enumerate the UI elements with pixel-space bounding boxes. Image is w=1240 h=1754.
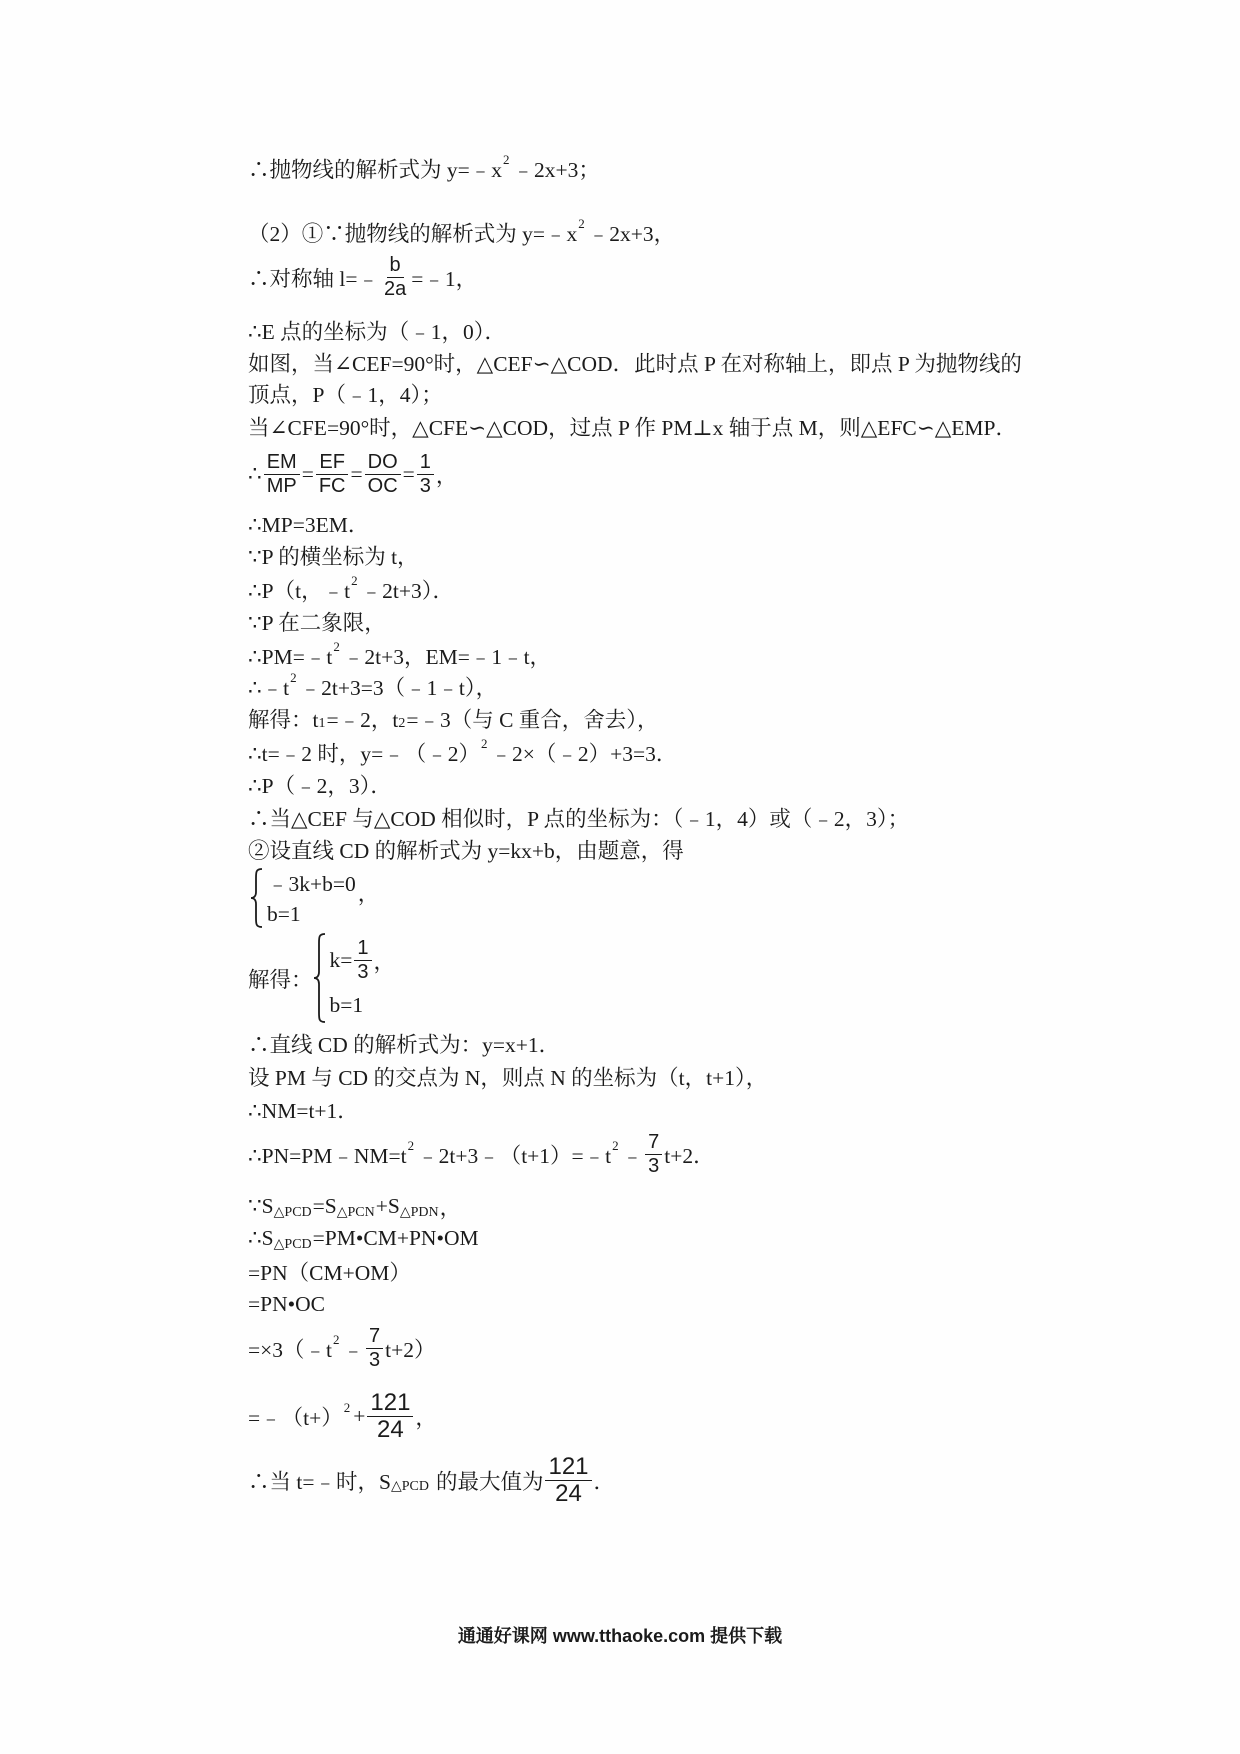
solution-line-12 <box>248 605 386 637</box>
equation-system <box>267 866 356 930</box>
line-text: 设 PM 与 CD 的交点为 N，则点 N 的坐标为（t，t+1）， <box>248 1065 768 1090</box>
line-text: ∵P 的横坐标为 t， <box>248 544 419 569</box>
solution-line-5 <box>248 346 1022 378</box>
line-text: =﹣（t+） <box>248 1405 343 1430</box>
solution-line-28 <box>248 1255 411 1287</box>
equation-row: b=1 <box>329 992 364 1017</box>
fraction-denominator: 3 <box>369 1348 381 1371</box>
solution-line-2 <box>248 216 675 248</box>
fraction <box>366 1325 383 1372</box>
line-text: ∴对称轴 l=﹣ <box>248 266 379 291</box>
line-text: =﹣1， <box>411 266 478 291</box>
subscript: △PCD <box>273 1204 312 1220</box>
line-text: ②设直线 CD 的解析式为 y=kx+b，由题意，得 <box>248 838 684 863</box>
equation-system <box>330 933 396 1023</box>
line-text: ∴﹣t <box>248 675 290 700</box>
solution-line-10 <box>248 539 419 571</box>
line-text: =﹣3（与 C 重合，舍去）， <box>406 707 659 732</box>
fraction <box>365 451 401 498</box>
line-text: ∴ <box>248 461 262 486</box>
line-text: ∴P（﹣2，3）． <box>248 773 392 798</box>
solution-line-14 <box>248 670 497 702</box>
line-text: ∴当 t=﹣时，S <box>248 1469 391 1494</box>
line-text: ∵S <box>248 1193 274 1218</box>
subscript: △PDN <box>399 1204 439 1220</box>
exponent: 2 <box>333 639 340 654</box>
equation-row: ﹣3k+b=0 <box>267 871 356 896</box>
solution-line-22 <box>248 1027 560 1059</box>
line-text: ∴PM=﹣t <box>248 644 333 669</box>
solution-line-19 <box>248 833 684 865</box>
exponent: 2 <box>351 573 358 588</box>
solution-line-24 <box>248 1093 359 1125</box>
solution-line-9 <box>248 507 369 539</box>
solution-line-27 <box>248 1222 479 1254</box>
fraction-denominator: 24 <box>377 1415 404 1443</box>
line-text: = <box>402 461 415 486</box>
solution-line-3 <box>248 249 477 305</box>
line-text: ﹣2t+3，EM=﹣1﹣t， <box>342 644 552 669</box>
line-text: ﹣2×（﹣2）+3=3． <box>490 741 678 766</box>
line-text: 解得： <box>248 967 313 992</box>
fraction <box>381 254 409 301</box>
exponent: 2 <box>332 1332 340 1347</box>
solution-line-31 <box>248 1386 437 1446</box>
line-text: ∴PN=PM﹣NM=t <box>248 1143 407 1168</box>
fraction-denominator: OC <box>367 474 398 497</box>
fraction <box>316 451 349 498</box>
line-text: 当∠CFE=90°时，△CFE∽△COD，过点 P 作 PM⊥x 轴于点 M，则△EFC∽△EMP． <box>248 415 1017 440</box>
line-text: ﹣2t+3﹣（t+1）=﹣t <box>417 1143 612 1168</box>
solution-line-1 <box>248 152 600 184</box>
line-text: k= <box>329 947 353 972</box>
line-text: ∵P 在二象限， <box>248 610 386 635</box>
fraction-denominator: 3 <box>419 474 431 497</box>
line-text: ﹣2t+3=3（﹣1﹣t）， <box>299 675 498 700</box>
line-text: =PN•OC <box>248 1291 326 1316</box>
line-text: 的最大值为 <box>435 1469 544 1494</box>
fraction-numerator: b <box>387 254 404 278</box>
fraction <box>264 451 300 498</box>
fraction-numerator: 121 <box>367 1390 413 1417</box>
exponent: 2 <box>503 152 510 167</box>
subscript: △PCN <box>336 1204 375 1220</box>
line-text: ﹣ <box>621 1143 644 1168</box>
line-text: 解得：t <box>248 707 319 732</box>
line-text: 顶点，P（﹣1，4）； <box>248 382 443 407</box>
footer-text: 通通好课网 www.tthaoke.com 提供下载 <box>457 1626 783 1646</box>
line-text: = <box>301 461 314 486</box>
equation-row: b=1 <box>267 901 301 926</box>
fraction-denominator: 3 <box>648 1154 660 1177</box>
line-text: ∴NM=t+1． <box>248 1098 359 1123</box>
solution-line-23 <box>248 1060 767 1092</box>
line-text: =PM•CM+PN•OM <box>312 1225 479 1250</box>
line-text: ∴抛物线的解析式为 y=﹣x <box>248 157 503 182</box>
fraction <box>354 937 371 984</box>
line-text: =PN（CM+OM） <box>248 1260 411 1285</box>
line-text: + <box>353 1403 366 1428</box>
solution-line-21 <box>248 930 395 1026</box>
fraction-denominator: 24 <box>555 1479 582 1507</box>
line-text: ， <box>415 1405 437 1430</box>
line-text: t+2． <box>664 1143 715 1168</box>
left-brace <box>313 933 327 1023</box>
fraction-numerator: EM <box>264 451 300 475</box>
line-text: =﹣2，t <box>326 707 399 732</box>
line-text: ∴MP=3EM． <box>248 512 370 537</box>
solution-line-17 <box>248 768 392 800</box>
line-text: ， <box>439 1195 462 1220</box>
solution-line-26 <box>248 1190 461 1222</box>
solution-line-11 <box>248 573 454 605</box>
solution-line-18 <box>248 801 909 833</box>
solution-line-30 <box>248 1320 435 1376</box>
subscript: △PCD <box>273 1236 312 1252</box>
exponent: 2 <box>343 1400 351 1415</box>
line-text: 如图，当∠CEF=90°时，△CEF∽△COD．此时点 P 在对称轴上，即点 P 为抛物线的 <box>248 351 1022 376</box>
solution-line-15 <box>248 702 659 734</box>
fraction-denominator: MP <box>266 474 297 497</box>
line-text: ∴P（t，﹣t <box>248 578 351 603</box>
fraction-numerator: DO <box>365 451 401 475</box>
solution-line-20 <box>250 866 379 930</box>
line-text: ∴S <box>248 1225 274 1250</box>
line-text: =×3（﹣t <box>248 1337 332 1362</box>
subscript: 2 <box>398 716 406 731</box>
equation-row <box>330 933 396 987</box>
line-text: ， <box>373 949 396 974</box>
exponent: 2 <box>407 1138 415 1153</box>
fraction-numerator: 7 <box>366 1325 383 1349</box>
line-text: （2）①∵抛物线的解析式为 y=﹣x <box>248 221 578 246</box>
solution-line-4 <box>248 314 506 346</box>
fraction-denominator: 3 <box>357 960 369 983</box>
fraction-numerator: 7 <box>645 1131 662 1155</box>
exponent: 2 <box>612 1138 619 1153</box>
fraction-numerator: 1 <box>354 937 371 961</box>
line-text: ﹣2x+3， <box>587 221 676 246</box>
fraction-numerator: 1 <box>417 451 434 475</box>
line-text: ， <box>435 463 458 488</box>
fraction-numerator: 121 <box>545 1454 591 1481</box>
solution-line-16 <box>248 736 677 768</box>
fraction <box>645 1131 662 1178</box>
fraction-denominator: 2a <box>383 277 407 300</box>
line-text: ∴E 点的坐标为（﹣1，0）． <box>248 319 506 344</box>
solution-line-7 <box>248 410 1017 442</box>
line-text: ， <box>357 881 380 906</box>
solution-line-25 <box>248 1126 715 1182</box>
solution-line-13 <box>248 639 551 671</box>
fraction-numerator: EF <box>316 451 348 475</box>
fraction <box>545 1454 591 1507</box>
exponent: 2 <box>481 736 488 751</box>
left-brace <box>250 868 264 928</box>
line-text: ﹣2t+3）． <box>360 578 454 603</box>
line-text: t+2） <box>385 1337 436 1362</box>
line-text: ﹣2x+3； <box>512 157 600 182</box>
fraction-denominator: FC <box>318 474 346 497</box>
line-text: ∴当△CEF 与△COD 相似时，P 点的坐标为：（﹣1，4）或（﹣2，3）； <box>248 806 910 831</box>
line-text: +S <box>375 1193 400 1218</box>
solution-line-32 <box>248 1450 615 1510</box>
solution-line-8 <box>248 446 457 502</box>
exponent: 2 <box>290 670 297 685</box>
solution-line-6 <box>248 377 443 409</box>
line-text: ． <box>593 1469 616 1494</box>
fraction <box>367 1390 413 1443</box>
line-text: ∴直线 CD 的解析式为：y=x+1． <box>248 1032 561 1057</box>
exponent: 2 <box>578 216 585 231</box>
line-text: ﹣ <box>342 1337 364 1362</box>
line-text: ∴t=﹣2 时，y=﹣（﹣2） <box>248 741 481 766</box>
subscript: 1 <box>318 716 326 731</box>
subscript: △PCD <box>390 1478 429 1494</box>
line-text: =S <box>312 1193 337 1218</box>
solution-line-29 <box>248 1288 325 1320</box>
fraction <box>417 451 434 498</box>
line-text: = <box>350 461 363 486</box>
